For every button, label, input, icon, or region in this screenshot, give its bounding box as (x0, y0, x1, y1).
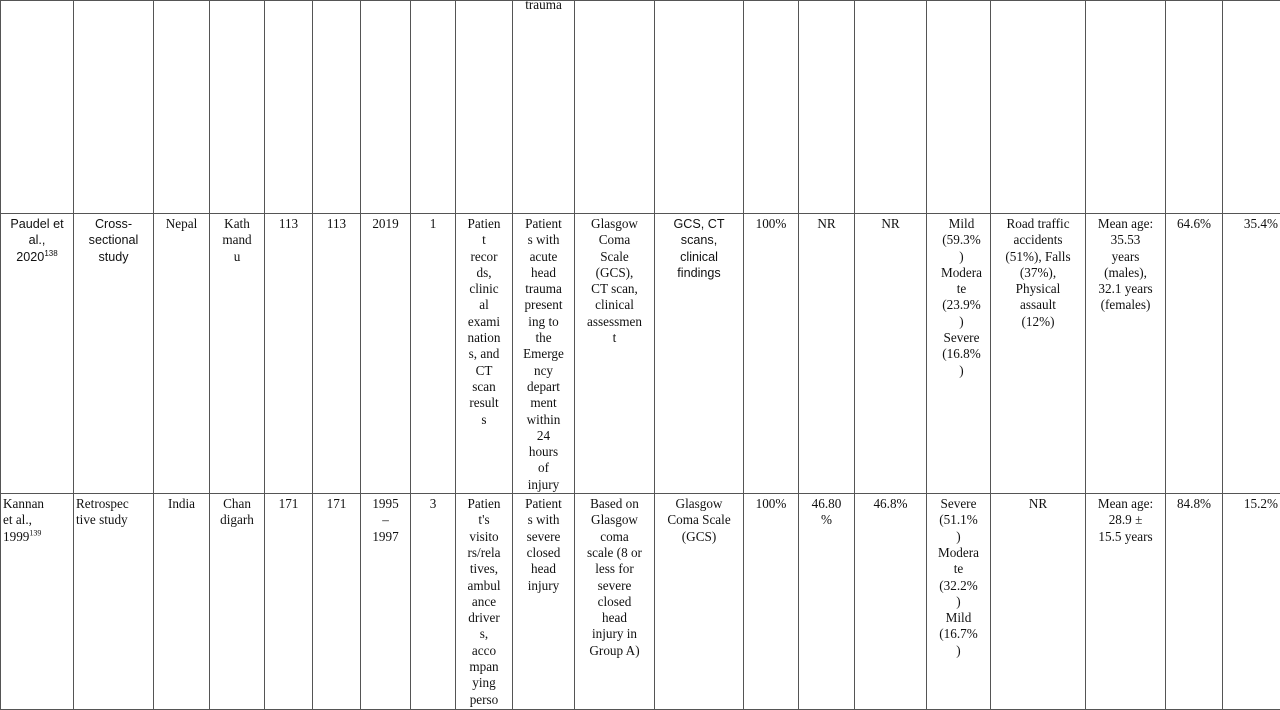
cell-text: Patien t recor ds, clinic al exami nation s, and CT scan result s (457, 216, 511, 428)
table-cell (154, 214, 210, 494)
cell-text: Based on Glasgow coma scale (8 or less for severe closed head injury in Group A) (576, 496, 653, 659)
table-cell (855, 494, 927, 710)
cell-text: NR (856, 216, 925, 232)
table-cell (799, 494, 855, 710)
reference-number: 139 (29, 528, 41, 537)
table-cell (361, 214, 411, 494)
cell-text: 46.8% (856, 496, 925, 512)
table-cell (74, 494, 154, 710)
table-cell (1223, 214, 1280, 494)
table-cell (1086, 494, 1166, 710)
table-cell (456, 494, 513, 710)
table-cell (855, 214, 927, 494)
table-cell (1223, 494, 1280, 710)
table-cell (210, 494, 265, 710)
table-cell (575, 214, 655, 494)
cell-text: 84.8% (1167, 496, 1221, 512)
cell-text: 171 (314, 496, 359, 512)
cell-text: Mild (59.3% ) Modera te (23.9% ) Severe (16.8% ) (941, 216, 982, 379)
table-cell (927, 1, 991, 214)
cell-text: trauma (514, 1, 573, 14)
cell-text: Patient s with severe closed head injury (514, 496, 573, 594)
table-cell (991, 1, 1086, 214)
table-cell (411, 494, 456, 710)
cell-text: 15.2% (1224, 496, 1278, 512)
table-cell (265, 214, 313, 494)
table-cell (1166, 1, 1223, 214)
cell-text: 100% (745, 216, 797, 232)
table-row (1, 1, 1280, 214)
table-cell (74, 214, 154, 494)
table-cell (575, 494, 655, 710)
author-text: Paudel et al., 2020 (10, 217, 63, 264)
cell-text: 100% (745, 496, 797, 512)
table-cell (265, 1, 313, 214)
table-cell (1086, 214, 1166, 494)
cell-text: GCS, CT scans, clinical findings (656, 216, 742, 281)
table-cell (361, 494, 411, 710)
table-row (1, 494, 1280, 710)
table-cell (265, 494, 313, 710)
cell-text: 46.80 % (800, 496, 853, 529)
table-cell (655, 1, 744, 214)
table-cell (1, 1, 74, 214)
author-cell (1, 494, 74, 710)
cell-text: Mean age: 35.53 years (males), 32.1 years (females) (1087, 216, 1164, 314)
table-cell (411, 214, 456, 494)
cell-text: 113 (314, 216, 359, 232)
table-cell (154, 1, 210, 214)
cell-text: 3 (412, 496, 454, 512)
cell-text: 171 (266, 496, 311, 512)
table-row (1, 214, 1280, 494)
cell-text: 35.4% (1224, 216, 1278, 232)
table-cell (575, 1, 655, 214)
table-cell (655, 494, 744, 710)
table-cell (456, 214, 513, 494)
table-cell (210, 1, 265, 214)
cell-text: 1 (412, 216, 454, 232)
cell-text: 113 (266, 216, 311, 232)
table-cell (799, 214, 855, 494)
table-cell (927, 214, 991, 494)
table-cell (154, 494, 210, 710)
cell-text: 2019 (362, 216, 409, 232)
table-cell (744, 494, 799, 710)
cell-text: India (155, 496, 208, 512)
table-cell (1166, 214, 1223, 494)
cell-text: Nepal (155, 216, 208, 232)
table-cell (991, 214, 1086, 494)
table-cell (513, 1, 575, 214)
table-cell (313, 494, 361, 710)
author-text: Kannan et al., 1999 (3, 496, 44, 544)
cell-text: Patien t's visito rs/rela tives, ambul ance driver s, acco mpan ying perso (457, 496, 511, 708)
table-cell (513, 494, 575, 710)
table-cell (411, 1, 456, 214)
table-cell (513, 214, 575, 494)
cell-text: NR (992, 496, 1084, 512)
table-cell (1086, 1, 1166, 214)
table-cell (744, 214, 799, 494)
table-cell (313, 214, 361, 494)
cell-text: Patient s with acute head trauma present ing to the Emerge ncy depart ment within 24 hours of injury (514, 216, 573, 493)
table-cell (1166, 494, 1223, 710)
author-cell (1, 214, 74, 494)
cell-text: Road traffic accidents (51%), Falls (37%), Physical assault (12%) (992, 216, 1084, 330)
table-cell (799, 1, 855, 214)
table-cell (1223, 1, 1280, 214)
cell-text: Cross- sectional study (75, 216, 152, 265)
cell-text: Glasgow Coma Scale (GCS) (656, 496, 742, 545)
table-cell (855, 1, 927, 214)
cell-text: Chan digarh (211, 496, 263, 529)
table-cell (313, 1, 361, 214)
table-cell (744, 1, 799, 214)
cell-text: Glasgow Coma Scale (GCS), CT scan, clinical assessmen t (576, 216, 653, 346)
reference-number: 138 (44, 248, 57, 257)
table-cell (210, 214, 265, 494)
table-cell (74, 1, 154, 214)
cell-text: NR (800, 216, 853, 232)
table-cell (456, 1, 513, 214)
cell-text: Severe (51.1% ) Modera te (32.2% ) Mild (16.7% ) (928, 496, 989, 659)
table-cell (361, 1, 411, 214)
cell-text: Kath mand u (211, 216, 263, 265)
cell-text: 1995 – 1997 (362, 496, 409, 545)
table-cell (927, 494, 991, 710)
cell-text: Retrospec tive study (76, 496, 152, 529)
cell-text: 64.6% (1167, 216, 1221, 232)
cell-text: Mean age: 28.9 ± 15.5 years (1087, 496, 1164, 545)
table-cell (991, 494, 1086, 710)
table-cell (655, 214, 744, 494)
